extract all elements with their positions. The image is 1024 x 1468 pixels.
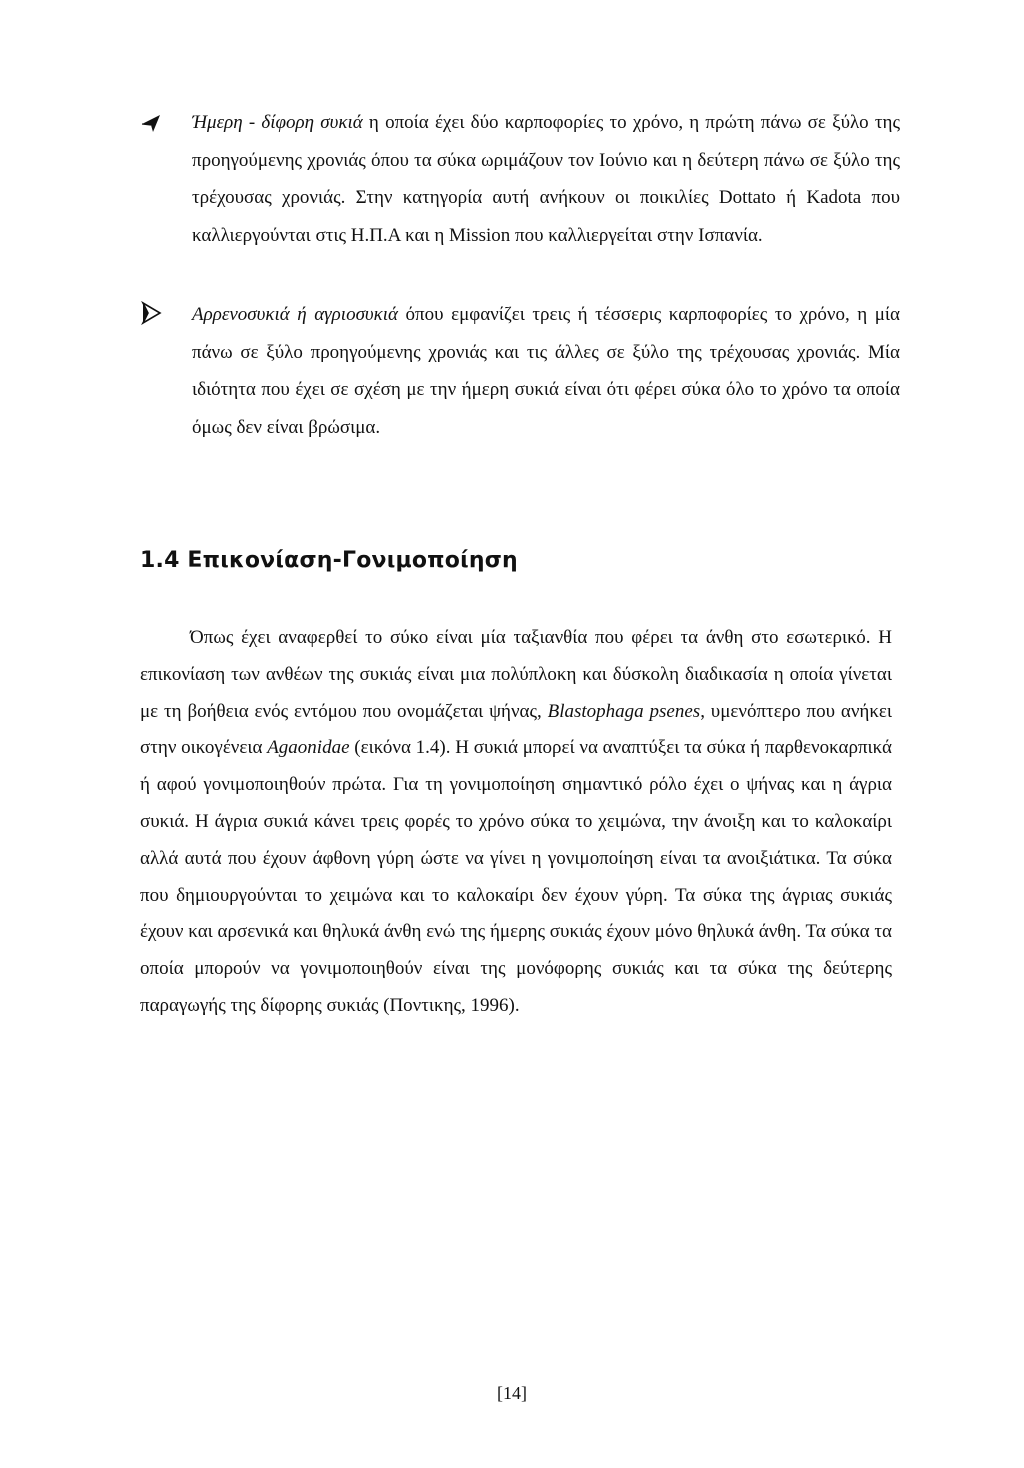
family-name: Agaonidae bbox=[267, 737, 350, 759]
section-heading: 1.4 Επικονίαση-Γονιμοποίηση bbox=[140, 548, 518, 573]
bullet-body-text: όπου εμφανίζει τρεις ή τέσσερις καρποφορίες το χρόνο, η μία πάνω σε ξύλο προηγούμενης χρονιάς και τις άλλες σε ξύλο της τρέχουσας χρονιάς. Μία ιδιότητα που έχει σε σχέση με την ήμερη συκιά είναι ότι φέρει σύκα όλο το χρόνο τα οποία όμως δεν είναι βρώσιμα. bbox=[192, 304, 900, 438]
body-text: , υμενόπτερο που ανήκει στην οικογένεια bbox=[140, 700, 893, 759]
bullet-item-arrenosykia bbox=[140, 296, 900, 446]
bullet-paragraph bbox=[140, 104, 900, 254]
bullet-item-imeri-difori bbox=[140, 104, 900, 254]
bullet-paragraph bbox=[140, 296, 900, 446]
body-text: Όπως έχει αναφερθεί το σύκο είναι μία ταξιανθία που φέρει τα άνθη στο εσωτερικό. Η επικονίαση των ανθέων της συκιάς είναι μια πολύπλοκη και δύσκολη διαδικασία η οποία γίνεται με τη βοήθεια ενός εντόμου που ονομάζεται ψήνας, bbox=[140, 627, 892, 722]
outlined-arrowhead-bullet-icon bbox=[140, 301, 164, 325]
bullet-lead-term: Αρρενοσυκιά ή αγριοσυκιά bbox=[192, 304, 399, 325]
body-paragraph bbox=[140, 620, 892, 1025]
species-name: Blastophaga psenes bbox=[547, 700, 701, 722]
arrowhead-bullet-icon bbox=[140, 110, 164, 134]
bullet-lead-term: Ήμερη - δίφορη συκιά bbox=[192, 112, 363, 133]
page-number: [14] bbox=[497, 1383, 527, 1403]
body-text: (εικόνα 1.4). Η συκιά μπορεί να αναπτύξει τα σύκα ή παρθενοκαρπικά ή αφού γονιμοποιηθούν πρώτα. Για τη γονιμοποίηση σημαντικό ρόλο έχει ο ψήνας και η άγρια συκιά. Η άγρια συκιά κάνει τρεις φορές το χρόνο σύκα το χειμώνα, την άνοιξη και το καλοκαίρι αλλά αυτά που έχουν άφθονη γύρη ώστε να γίνει η γονιμοποίηση είναι τα ανοιξιάτικα. Τα σύκα που δημιουργούνται το χειμώνα και το καλοκαίρι δεν έχουν γύρη. Τα σύκα της άγριας συκιάς έχουν και αρσενικά και θηλυκά άνθη ενώ της ήμερης συκιάς έχουν μόνο θηλυκά άνθη. Τα σύκα τα οποία μπορούν να γονιμοποιηθούν είναι της μονόφορης συκιάς και τα σύκα της δεύτερης παραγωγής της δίφορης συκιάς (Ποντικης, 1996). bbox=[140, 737, 893, 1016]
bullet-body-text: η οποία έχει δύο καρποφορίες το χρόνο, η πρώτη πάνω σε ξύλο της προηγούμενης χρονιάς όπου τα σύκα ωριμάζουν τον Ιούνιο και η δεύτερη πάνω σε ξύλο της τρέχουσας χρονιάς. Στην κατηγορία αυτή ανήκουν οι ποικιλίες Dottato ή Kadota που καλλιεργούνται στις Η.Π.Α και η Mission που καλλιεργείται στην Ισπανία. bbox=[192, 112, 900, 246]
